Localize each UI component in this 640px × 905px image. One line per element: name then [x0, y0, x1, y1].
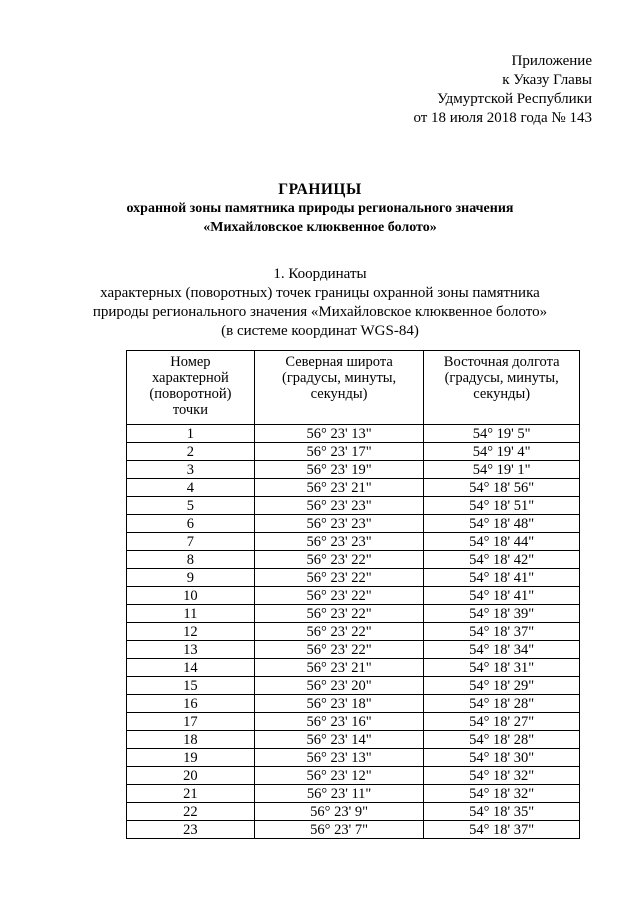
- coordinates-table: [126, 350, 580, 839]
- cell-point-number: 11: [127, 605, 255, 623]
- cell-point-number: 15: [127, 677, 255, 695]
- table-row: [127, 695, 580, 713]
- cell-point-number: 4: [127, 479, 255, 497]
- table-row: [127, 785, 580, 803]
- cell-north-latitude: 56° 23' 22": [254, 623, 424, 641]
- cell-north-latitude: 56° 23' 23": [254, 497, 424, 515]
- header-line: Восточная долгота: [443, 354, 560, 370]
- cell-north-latitude: 56° 23' 14": [254, 731, 424, 749]
- cell-east-longitude: 54° 18' 37": [424, 623, 580, 641]
- cell-north-latitude: 56° 23' 22": [254, 551, 424, 569]
- cell-point-number: 22: [127, 803, 255, 821]
- header-line: секунды): [310, 386, 368, 402]
- table-row: [127, 659, 580, 677]
- cell-north-latitude: 56° 23' 13": [254, 749, 424, 767]
- cell-north-latitude: 56° 23' 21": [254, 479, 424, 497]
- section-heading: [0, 265, 640, 341]
- cell-point-number: 3: [127, 461, 255, 479]
- header-line: секунды): [473, 386, 531, 402]
- cell-point-number: 5: [127, 497, 255, 515]
- table-row: [127, 479, 580, 497]
- cell-east-longitude: 54° 18' 29": [424, 677, 580, 695]
- section-line: 1. Координаты: [273, 266, 367, 282]
- cell-east-longitude: 54° 19' 4": [424, 443, 580, 461]
- header-line: (градусы, минуты,: [282, 370, 397, 386]
- cell-point-number: 10: [127, 587, 255, 605]
- table-row: [127, 821, 580, 839]
- appendix-line: к Указу Главы: [502, 72, 592, 88]
- appendix-line: от 18 июля 2018 года № 143: [413, 110, 592, 126]
- cell-north-latitude: 56° 23' 23": [254, 515, 424, 533]
- cell-point-number: 8: [127, 551, 255, 569]
- table-row: [127, 425, 580, 443]
- table-row: [127, 587, 580, 605]
- cell-north-latitude: 56° 23' 23": [254, 533, 424, 551]
- cell-east-longitude: 54° 18' 32": [424, 785, 580, 803]
- table-row: [127, 443, 580, 461]
- cell-north-latitude: 56° 23' 16": [254, 713, 424, 731]
- cell-point-number: 16: [127, 695, 255, 713]
- header-point-number: [127, 351, 255, 425]
- table-row: [127, 551, 580, 569]
- cell-point-number: 14: [127, 659, 255, 677]
- cell-north-latitude: 56° 23' 12": [254, 767, 424, 785]
- table-row: [127, 569, 580, 587]
- table-row: [127, 803, 580, 821]
- cell-east-longitude: 54° 18' 32": [424, 767, 580, 785]
- header-line: Северная широта: [285, 354, 393, 370]
- table-row: [127, 623, 580, 641]
- cell-point-number: 19: [127, 749, 255, 767]
- cell-east-longitude: 54° 18' 48": [424, 515, 580, 533]
- table-row: [127, 749, 580, 767]
- cell-point-number: 2: [127, 443, 255, 461]
- cell-east-longitude: 54° 18' 41": [424, 587, 580, 605]
- header-line: (поворотной): [149, 386, 232, 402]
- cell-east-longitude: 54° 18' 37": [424, 821, 580, 839]
- cell-north-latitude: 56° 23' 19": [254, 461, 424, 479]
- cell-east-longitude: 54° 18' 51": [424, 497, 580, 515]
- section-line: характерных (поворотных) точек границы охранной зоны памятника: [100, 285, 540, 301]
- cell-point-number: 20: [127, 767, 255, 785]
- cell-point-number: 18: [127, 731, 255, 749]
- cell-east-longitude: 54° 18' 31": [424, 659, 580, 677]
- cell-north-latitude: 56° 23' 9": [254, 803, 424, 821]
- cell-east-longitude: 54° 18' 41": [424, 569, 580, 587]
- title-main: ГРАНИЦЫ: [278, 181, 362, 198]
- table-header-row: [127, 351, 580, 425]
- table-row: [127, 533, 580, 551]
- cell-point-number: 17: [127, 713, 255, 731]
- cell-point-number: 9: [127, 569, 255, 587]
- header-north-latitude: [254, 351, 424, 425]
- cell-east-longitude: 54° 18' 27": [424, 713, 580, 731]
- cell-east-longitude: 54° 18' 39": [424, 605, 580, 623]
- table-row: [127, 515, 580, 533]
- cell-north-latitude: 56° 23' 22": [254, 569, 424, 587]
- cell-east-longitude: 54° 18' 44": [424, 533, 580, 551]
- title-line: охранной зоны памятника природы регионального значения: [126, 201, 514, 216]
- appendix-line: Приложение: [511, 53, 592, 69]
- cell-point-number: 1: [127, 425, 255, 443]
- cell-east-longitude: 54° 18' 56": [424, 479, 580, 497]
- title-line: «Михайловское клюквенное болото»: [203, 220, 437, 235]
- document-title: [0, 180, 640, 237]
- table-row: [127, 461, 580, 479]
- cell-east-longitude: 54° 19' 5": [424, 425, 580, 443]
- table-row: [127, 713, 580, 731]
- cell-point-number: 7: [127, 533, 255, 551]
- cell-point-number: 6: [127, 515, 255, 533]
- section-line: природы регионального значения «Михайловское клюквенное болото»: [92, 304, 548, 320]
- cell-point-number: 23: [127, 821, 255, 839]
- cell-point-number: 13: [127, 641, 255, 659]
- table-row: [127, 497, 580, 515]
- cell-east-longitude: 54° 18' 42": [424, 551, 580, 569]
- cell-north-latitude: 56° 23' 22": [254, 587, 424, 605]
- table-row: [127, 677, 580, 695]
- cell-east-longitude: 54° 19' 1": [424, 461, 580, 479]
- cell-east-longitude: 54° 18' 28": [424, 695, 580, 713]
- cell-east-longitude: 54° 18' 35": [424, 803, 580, 821]
- table-row: [127, 767, 580, 785]
- cell-north-latitude: 56° 23' 11": [254, 785, 424, 803]
- header-east-longitude: [424, 351, 580, 425]
- header-line: характерной: [151, 370, 229, 386]
- cell-north-latitude: 56° 23' 17": [254, 443, 424, 461]
- cell-east-longitude: 54° 18' 28": [424, 731, 580, 749]
- cell-point-number: 12: [127, 623, 255, 641]
- header-line: точки: [172, 402, 208, 418]
- table-row: [127, 605, 580, 623]
- appendix-line: Удмуртской Республики: [437, 91, 592, 107]
- cell-point-number: 21: [127, 785, 255, 803]
- table-body: [127, 425, 580, 839]
- cell-north-latitude: 56° 23' 22": [254, 605, 424, 623]
- table-row: [127, 731, 580, 749]
- header-line: Номер: [170, 354, 211, 370]
- cell-east-longitude: 54° 18' 30": [424, 749, 580, 767]
- cell-north-latitude: 56° 23' 7": [254, 821, 424, 839]
- cell-east-longitude: 54° 18' 34": [424, 641, 580, 659]
- header-line: (градусы, минуты,: [444, 370, 559, 386]
- cell-north-latitude: 56° 23' 20": [254, 677, 424, 695]
- table-row: [127, 641, 580, 659]
- cell-north-latitude: 56° 23' 22": [254, 641, 424, 659]
- section-line: (в системе координат WGS-84): [221, 323, 419, 339]
- cell-north-latitude: 56° 23' 21": [254, 659, 424, 677]
- appendix-note: [413, 52, 592, 128]
- cell-north-latitude: 56° 23' 18": [254, 695, 424, 713]
- cell-north-latitude: 56° 23' 13": [254, 425, 424, 443]
